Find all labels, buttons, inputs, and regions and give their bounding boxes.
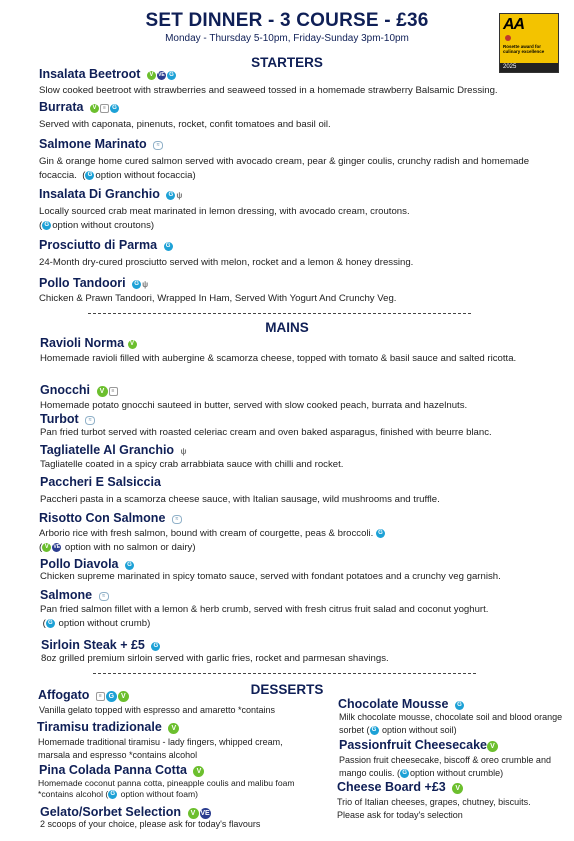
- diet-icons: [97, 384, 119, 398]
- vegetarian-icon: V: [90, 104, 99, 113]
- dish-title: Gnocchi: [40, 383, 91, 397]
- rosette-icon: [505, 35, 511, 41]
- main-name: [40, 588, 110, 603]
- diet-icons: [172, 512, 183, 526]
- dish-title: Pollo Diavola: [40, 557, 119, 571]
- option-note: option without focaccia): [95, 170, 196, 181]
- dish-title: Tagliatelle Al Granchio: [40, 443, 175, 457]
- starter-desc: Gin & orange home cured salmon served with avocado cream, pear & ginger coulis, crunchy radish and homemade focaccia. ( G option without focaccia): [39, 156, 530, 181]
- desc-text: Passion fruit cheesecake, biscoff & oreo crumble and mango coulis. (: [339, 755, 551, 778]
- vegetarian-icon: V: [193, 766, 204, 777]
- gluten-free-icon: G: [167, 71, 176, 80]
- dessert-desc: [38, 778, 318, 800]
- gluten-free-icon: G: [85, 171, 94, 180]
- dish-title: Tiramisu tradizionale: [37, 720, 162, 734]
- dessert-desc: Trio of Italian cheeses, grapes, chutney, biscuits. Please ask for today's selection: [337, 797, 531, 820]
- section-desserts: DESSERTS: [250, 682, 324, 697]
- main-desc: Homemade potato gnocchi sauteed in butter, served with slow cooked peach, burrata and hazelnuts.: [40, 400, 468, 411]
- main-desc: Paccheri pasta in a scamorza cheese sauce, with Italian sausage, wild mushrooms and truffle.: [40, 494, 440, 505]
- dairy-icon: ≡: [100, 104, 109, 113]
- dish-title: Salmone: [40, 588, 93, 602]
- desc-text: Locally sourced crab meat marinated in lemon dressing, with avocado cream, croutons.: [39, 206, 410, 217]
- section-starters: STARTERS: [251, 55, 323, 70]
- main-name: [40, 383, 119, 398]
- diet-icons: [168, 721, 180, 735]
- dish-title: Ravioli Norma: [40, 336, 125, 350]
- dessert-name: [339, 738, 499, 753]
- diet-icons: [181, 444, 188, 458]
- dish-title: Turbot: [40, 412, 79, 426]
- badge-year: 2025: [500, 63, 558, 72]
- dairy-icon: ≡: [109, 387, 118, 396]
- gluten-free-icon: G: [46, 619, 55, 628]
- diet-icons: [90, 101, 120, 115]
- diet-icons: [147, 68, 177, 82]
- dish-title: Salmone Marinato: [39, 137, 147, 151]
- dessert-desc: Homemade traditional tiramisu - lady fingers, whipped cream, marsala and espresso *contains alcohol: [38, 737, 283, 760]
- dairy-icon: ≡: [96, 692, 105, 701]
- gluten-free-icon: G: [125, 561, 134, 570]
- dessert-name: [38, 688, 130, 703]
- gluten-free-icon: G: [132, 280, 141, 289]
- diet-icons: [487, 739, 499, 753]
- vegetarian-icon: V: [42, 543, 51, 552]
- dish-title: Sirloin Steak + £5: [41, 638, 145, 652]
- main-name: [40, 336, 138, 351]
- main-name: [39, 511, 183, 526]
- main-desc: Arborio rice with fresh salmon, bound with cream of courgette, peas & broccoli. G ( V VE option with no salmon or dairy): [39, 527, 559, 555]
- dish-title: Pollo Tandoori: [39, 276, 126, 290]
- dessert-name: [39, 763, 205, 778]
- main-desc: Pan fried salmon fillet with a lemon & herb crumb, served with fresh citrus fruit salad and coconut yoghurt. ( G option without crumb): [40, 604, 489, 629]
- main-name: [41, 638, 161, 653]
- badge-text: Rosette award for culinary excellence: [503, 44, 545, 54]
- section-divider: [93, 673, 476, 674]
- diet-icons: [166, 188, 183, 202]
- diet-icons: [128, 337, 138, 351]
- starter-name: [39, 137, 164, 152]
- main-name: [40, 443, 188, 458]
- dish-title: Insalata Beetroot: [39, 67, 141, 81]
- diet-icons: [85, 413, 96, 427]
- desc-text: Homemade coconut panna cotta, pineapple coulis and malibu foam: [38, 778, 295, 788]
- dish-title: Affogato: [38, 688, 90, 702]
- main-desc: Tagliatelle coated in a spicy crab arrabbiata sauce with chilli and rocket.: [40, 459, 344, 470]
- main-desc: Pan fried turbot served with roasted celeriac cream and oven baked asparagus, finished with beurre blanc.: [40, 427, 492, 438]
- dish-title: Pina Colada Panna Cotta: [39, 763, 187, 777]
- option-note: option without crumble): [410, 767, 504, 778]
- gluten-free-icon: G: [151, 642, 160, 651]
- diet-icons: [193, 764, 205, 778]
- section-divider: [88, 313, 471, 314]
- fish-icon: ≈: [99, 592, 109, 601]
- option-note: option with no salmon or dairy): [64, 542, 196, 553]
- dish-title: Gelato/Sorbet Selection: [40, 805, 182, 819]
- desc-text: Gin & orange home cured salmon served with avocado cream, pear & ginger coulis, crunchy radish and homemade focaccia.: [39, 156, 530, 181]
- dish-title: Paccheri E Salsiccia: [40, 475, 161, 489]
- dessert-desc: [339, 711, 564, 736]
- vegetarian-icon: V: [168, 723, 179, 734]
- opening-hours: Monday - Thursday 5-10pm, Friday-Sunday 3pm-10pm: [165, 33, 409, 44]
- section-mains: MAINS: [265, 320, 309, 335]
- starter-name: [39, 100, 120, 115]
- vegetarian-icon: V: [452, 783, 463, 794]
- diet-icons: [132, 277, 149, 291]
- option-note: option without croutons): [52, 220, 155, 231]
- main-desc: Chicken supreme marinated in spicy tomato sauce, served with fondant potatoes and a crunchy veg garnish.: [40, 571, 501, 582]
- vegetarian-icon: V: [147, 71, 156, 80]
- starter-desc: Locally sourced crab meat marinated in lemon dressing, with avocado cream, croutons. ( G option without croutons): [39, 206, 410, 231]
- dish-title: Prosciutto di Parma: [39, 238, 158, 252]
- dish-title: Burrata: [39, 100, 84, 114]
- fish-icon: ≈: [172, 515, 182, 524]
- starter-name: [39, 276, 149, 291]
- gluten-free-icon: G: [42, 221, 51, 230]
- gluten-free-icon: G: [164, 242, 173, 251]
- gluten-free-icon: G: [106, 691, 117, 702]
- gluten-free-icon: G: [166, 191, 175, 200]
- dessert-desc: 2 scoops of your choice, please ask for today's flavours: [40, 819, 261, 829]
- fish-icon: ≈: [85, 416, 95, 425]
- dessert-name: [37, 720, 180, 735]
- vegetarian-icon: V: [487, 741, 498, 752]
- gluten-free-icon: G: [370, 726, 379, 735]
- dish-title: Passionfruit Cheesecake: [339, 738, 487, 752]
- main-desc: Homemade ravioli filled with aubergine & scamorza cheese, topped with tomato & basil sauce and salted ricotta.: [40, 353, 517, 364]
- starter-desc: 24-Month dry-cured prosciutto served with melon, rocket and a lemon & honey dressing.: [39, 257, 414, 268]
- gluten-free-icon: G: [400, 769, 409, 778]
- dish-title: Risotto Con Salmone: [39, 511, 166, 525]
- starter-name: [39, 238, 174, 253]
- dish-title: Insalata Di Granchio: [39, 187, 160, 201]
- desc-text: Milk chocolate mousse, chocolate soil and blood orange sorbet (: [339, 712, 563, 735]
- vegetarian-icon: V: [97, 386, 108, 397]
- main-desc: 8oz grilled premium sirloin served with garlic fries, rocket and parmesan shavings.: [41, 653, 389, 664]
- starter-name: [39, 187, 183, 202]
- dish-title: Cheese Board +£3: [337, 780, 446, 794]
- diet-icons: [452, 781, 464, 795]
- gluten-free-icon: G: [108, 790, 117, 799]
- vegan-icon: VE: [53, 543, 61, 550]
- dessert-name: [337, 780, 464, 795]
- dessert-name: [338, 697, 465, 712]
- dish-title: Chocolate Mousse: [338, 697, 449, 711]
- vegan-icon: VE: [158, 71, 165, 78]
- aa-logo: AA: [503, 16, 525, 33]
- option-note: option without soil): [382, 724, 457, 735]
- vegetarian-icon: V: [188, 808, 199, 819]
- vegetarian-icon: V: [128, 340, 137, 349]
- starter-desc: Chicken & Prawn Tandoori, Wrapped In Ham, Served With Yogurt And Crunchy Veg.: [39, 293, 397, 304]
- starter-desc: Slow cooked beetroot with strawberries and seaweed tossed in a homemade strawberry Balsamic Dressing.: [39, 85, 498, 96]
- option-note: option without crumb): [58, 618, 151, 629]
- fish-icon: ≈: [153, 141, 163, 150]
- diet-icons: [96, 689, 130, 703]
- starter-name: [39, 67, 177, 82]
- option-note: option without foam): [120, 789, 199, 799]
- dessert-desc: [339, 754, 569, 779]
- alcohol-note: *contains alcohol (: [38, 789, 109, 799]
- main-name: [40, 412, 96, 427]
- gluten-free-icon: G: [455, 701, 464, 710]
- desc-text: Arborio rice with fresh salmon, bound with cream of courgette, peas & broccoli.: [39, 528, 374, 539]
- vegan-icon: VE: [200, 809, 210, 817]
- diet-icons: [153, 138, 164, 152]
- vegetarian-icon: V: [118, 691, 129, 702]
- shellfish-icon: ψ: [180, 446, 187, 456]
- diet-icons: [151, 639, 161, 653]
- diet-icons: [99, 589, 110, 603]
- diet-icons: [164, 239, 174, 253]
- desc-text: Pan fried salmon fillet with a lemon & herb crumb, served with fresh citrus fruit salad and coconut yoghurt.: [40, 604, 489, 615]
- gluten-free-icon: G: [376, 529, 385, 538]
- main-name: [40, 475, 161, 489]
- shellfish-icon: ψ: [176, 190, 183, 200]
- dessert-desc: Vanilla gelato topped with espresso and amaretto *contains: [39, 705, 275, 715]
- starter-desc: Served with caponata, pinenuts, rocket, confit tomatoes and basil oil.: [39, 119, 331, 130]
- page-title: SET DINNER - 3 COURSE - £36: [145, 10, 429, 31]
- diet-icons: [455, 698, 465, 712]
- gluten-free-icon: G: [110, 104, 119, 113]
- shellfish-icon: ψ: [142, 279, 149, 289]
